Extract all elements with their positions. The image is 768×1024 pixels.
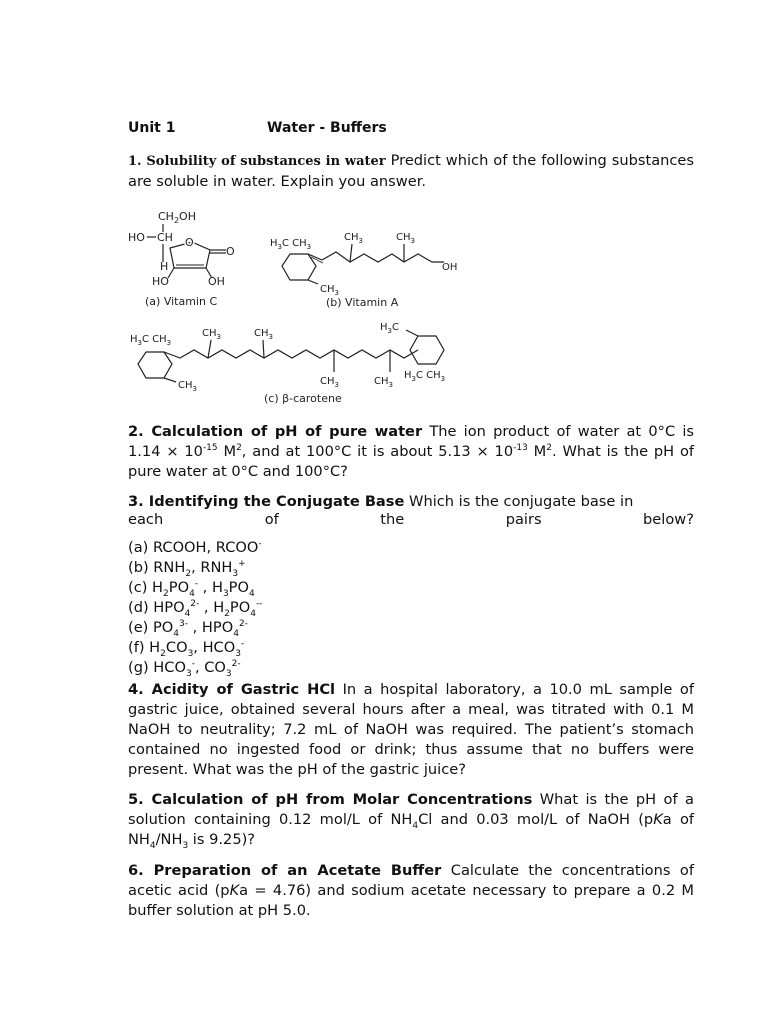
- pair-a: (a) RCOOH, RCOO-: [128, 539, 262, 556]
- question-2-text-5: . What is the pH of pure water at 0°C and 100°C?: [128, 443, 695, 480]
- svg-text:(b) Vitamin A: (b) Vitamin A: [326, 296, 399, 309]
- question-1: [128, 151, 694, 192]
- ka-symbol: K: [653, 811, 663, 828]
- pair-d: (d) $HPO_4^{2-}$ , $H_2PO_4^{--}$: [128, 599, 263, 619]
- svg-text:HO: HO: [152, 275, 169, 288]
- ka-symbol: K: [229, 882, 240, 899]
- question-4: [128, 680, 694, 780]
- question-5-heading: 5. Calculation of pH from Molar Concentrations: [128, 791, 533, 808]
- svg-text:(a) Vitamin C: (a) Vitamin C: [145, 295, 218, 308]
- svg-text:O: O: [226, 245, 235, 258]
- svg-text:H3C: $H_3C$: [380, 322, 399, 335]
- svg-text:OH: OH: [442, 262, 458, 273]
- chemical-structures-figure: [0, 0, 768, 420]
- svg-text:CH3: $CH_3$: [320, 284, 339, 297]
- svg-text:H3C CH3: $H_3C$ $CH_3$: [130, 334, 172, 347]
- svg-text:CH: CH: [157, 231, 173, 244]
- svg-text:CH3: $CH_3$: [178, 380, 197, 393]
- word: each: [128, 511, 164, 528]
- svg-text:CH3: $CH_3$: [374, 376, 393, 389]
- question-3-line-2: [128, 511, 694, 528]
- question-5-text-3: a of NH: [128, 811, 695, 848]
- svg-text:HO: HO: [128, 231, 145, 244]
- question-2-text-4: M: [527, 443, 547, 460]
- question-5-text-2: Cl and 0.03 mol/L of NaOH (p: [418, 811, 654, 828]
- svg-text:H: H: [160, 260, 169, 273]
- unit-label: Unit 1: [128, 120, 176, 136]
- svg-text:CH3: $CH_3$: [344, 232, 363, 245]
- vitamin-a-structure: [270, 232, 457, 309]
- question-2-text-3: , and at 100°C it is about 5.13 × 10: [241, 443, 514, 460]
- question-4-text: In a hospital laboratory, a 10.0 mL sample of gastric juice, obtained several hours after a meal, was titrated with 0.1 M NaOH to neutrality; 7.2 mL of NaOH was required. The patient’s stomach contained no ingested food or drink; thus assume that no buffers were present. What was the pH of the gastric juice?: [128, 681, 694, 778]
- vitamin-c-structure: [128, 210, 235, 308]
- page-title: Water - Buffers: [267, 120, 387, 136]
- question-5-text-1: What is the pH of a solution containing 0.12 mol/L of NH: [128, 791, 694, 828]
- question-2-text-1: The ion product of water at 0°C is 1.14 × 10: [128, 423, 694, 460]
- svg-text:CH3: $CH_3$: [202, 328, 221, 341]
- exponent-1: -15: [202, 443, 218, 454]
- pair-g: (g) $HCO_3^-$, $CO_3^{2-}$: [128, 659, 241, 679]
- beta-carotene-label: (c) β-carotene: [264, 392, 342, 405]
- question-6-text-2: a = 4.76) and sodium acetate necessary to prepare a 0.2 M buffer solution at pH 5.0.: [128, 882, 695, 919]
- question-5-text-4: /NH: [155, 831, 183, 848]
- question-3-heading: 3. Identifying the Conjugate Base: [128, 493, 405, 510]
- question-3-text: Which is the conjugate base in: [404, 493, 634, 510]
- word: below?: [643, 511, 694, 528]
- conjugate-pairs-list: [128, 538, 262, 678]
- pair-c: (c) $H_2PO_4^-$ , $H_3PO_4$: [128, 579, 255, 599]
- svg-text:O: O: [185, 236, 194, 249]
- question-5-text-5: is 9.25)?: [188, 831, 256, 848]
- svg-text:CH2OH: $CH_2OH$: [158, 210, 196, 225]
- question-5: 5. Calculation of pH from Molar Concentrations What is the pH of a solution containing 0.12 mol/L of $NH_4Cl$ and 0.03 mol/L of NaOH (pKa of $NH_4/NH_3$ is 9.25)?: [128, 791, 695, 851]
- word: pairs: [505, 511, 542, 528]
- pair-b: (b) $RNH_2$, $RNH_3^+$: [128, 559, 246, 579]
- svg-text:H3C CH3: $H_3C$ $CH_3$: [270, 238, 312, 251]
- question-1-heading: 1. Solubility of substances in water: [128, 154, 386, 169]
- question-2: [128, 422, 694, 482]
- question-2-heading: 2. Calculation of pH of pure water: [128, 423, 423, 440]
- svg-text:CH3: $CH_3$: [320, 376, 339, 389]
- svg-text:H3C CH3: $H_3C$ $CH_3$: [404, 370, 446, 383]
- svg-text:CH3: $CH_3$: [396, 232, 415, 245]
- exponent-4: 2: [546, 443, 552, 454]
- exponent-2: 2: [236, 443, 242, 454]
- pair-f: (f) $H_2CO_3$, $HCO_3^-$: [128, 639, 245, 659]
- pair-e: (e) $PO_4^{3-}$ , $HPO_4^{2-}$: [128, 619, 248, 639]
- page-header: [128, 120, 387, 136]
- question-6-text-1: Calculate the concentrations of acetic acid (p: [128, 862, 694, 899]
- question-6: [128, 861, 694, 921]
- question-3: [128, 492, 694, 512]
- question-4-heading: 4. Acidity of Gastric HCl: [128, 681, 336, 698]
- question-1-text: Predict which of the following substances are soluble in water. Explain you answer.: [128, 152, 694, 190]
- svg-text:CH3: $CH_3$: [254, 328, 273, 341]
- beta-carotene-structure: [130, 322, 445, 405]
- word: the: [380, 511, 405, 528]
- question-6-heading: 6. Preparation of an Acetate Buffer: [128, 862, 442, 879]
- svg-text:OH: OH: [208, 275, 225, 288]
- question-2-text-2: M: [217, 443, 237, 460]
- word: of: [264, 511, 279, 528]
- exponent-3: -13: [513, 443, 528, 454]
